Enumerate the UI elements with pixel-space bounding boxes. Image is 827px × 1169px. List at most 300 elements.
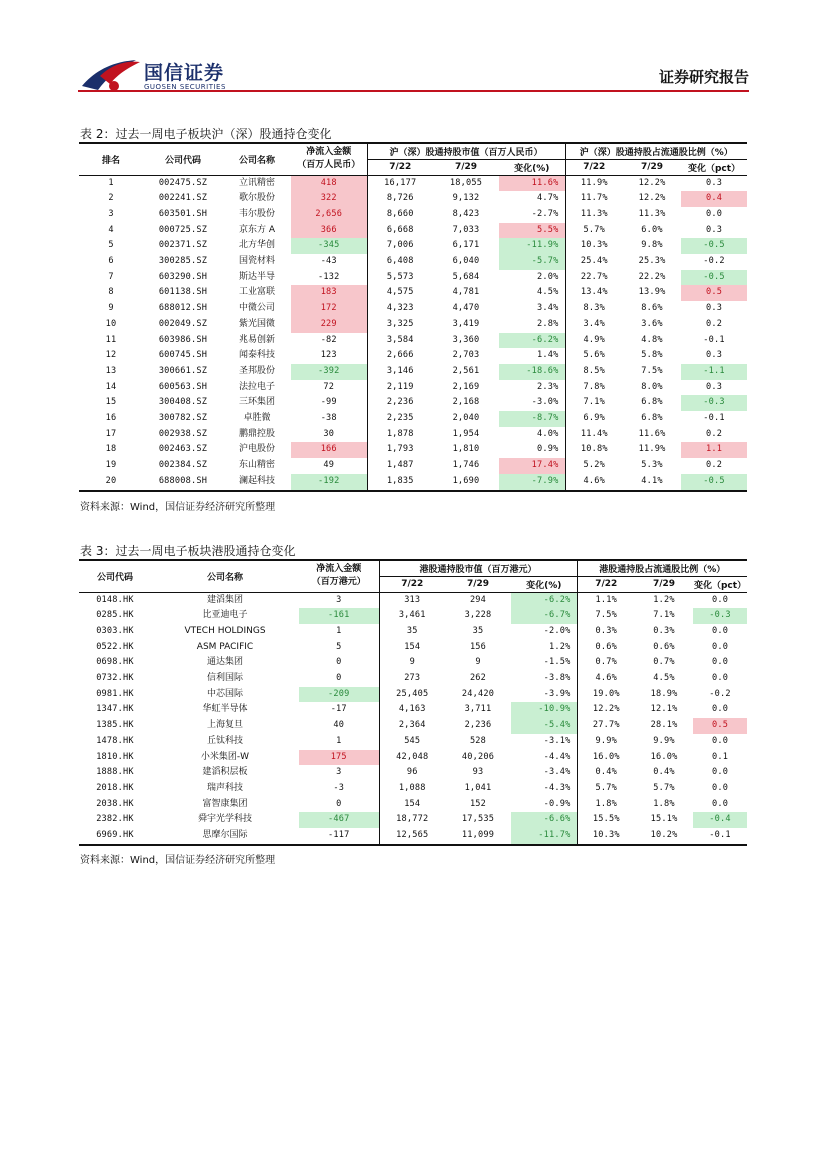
value-change-cell: 3.4% (537, 303, 559, 314)
rank-cell: 4 (108, 224, 114, 235)
netflow-cell: 123 (320, 350, 337, 361)
value-change-cell: 4.7% (537, 193, 559, 204)
code-cell: 300285.SZ (158, 256, 208, 267)
rank-cell: 15 (105, 397, 117, 408)
name-cell: 鹏鼎控股 (238, 428, 275, 439)
ratio-change-cell: -0.5 (681, 270, 747, 286)
netflow-cell: -192 (291, 474, 367, 491)
ratio-d1-cell: 4.6% (565, 474, 623, 491)
ratio-change-cell: -0.1 (703, 413, 725, 424)
value-d2-cell: 1,954 (452, 428, 480, 439)
code-cell: 688012.SH (158, 303, 208, 314)
ratio-change-cell: 0.0 (711, 594, 729, 605)
netflow-cell: 0 (336, 798, 342, 809)
code-cell: 1385.HK (96, 720, 134, 731)
code-cell: 0522.HK (96, 641, 134, 652)
name-cell: 闻泰科技 (238, 350, 275, 361)
value-d1-cell: 1,487 (367, 458, 433, 474)
ratio-d2-cell: 4.8% (641, 334, 663, 345)
value-d2-cell: 5,684 (452, 271, 480, 282)
name-cell: 紫光国微 (238, 318, 275, 329)
table-row (79, 333, 747, 349)
value-d2-cell: 2,169 (452, 381, 480, 392)
code-cell: 002938.SZ (158, 428, 208, 439)
code-cell: 1810.HK (96, 751, 134, 762)
ratio-change-cell: 0.0 (711, 704, 729, 715)
netflow-cell: 72 (323, 381, 335, 392)
t2-header-r-d2: 7/29 (640, 162, 664, 172)
name-cell: 建滔积层板 (202, 767, 248, 778)
value-d2-cell: 528 (469, 735, 487, 746)
t2-header-name: 公司名称 (223, 143, 291, 175)
table3-title: 表 3：过去一周电子板块港股通持仓变化 (80, 544, 296, 558)
value-d1-cell: 42,048 (379, 750, 445, 766)
value-d1-cell: 96 (379, 765, 445, 781)
netflow-cell: -99 (320, 397, 337, 408)
ratio-change-cell: -1.1 (681, 364, 747, 380)
name-cell: 瑞声科技 (206, 782, 243, 793)
netflow-cell: -209 (299, 687, 379, 703)
code-cell: 1478.HK (96, 735, 134, 746)
ratio-change-cell: -0.3 (693, 608, 747, 624)
code-cell: 1888.HK (96, 767, 134, 778)
value-change-cell: 2.0% (537, 271, 559, 282)
value-d2-cell: 6,171 (452, 240, 480, 251)
table-row (79, 750, 747, 766)
ratio-d1-cell: 11.4% (565, 427, 623, 443)
name-cell: 工业富联 (238, 287, 275, 298)
ratio-change-cell: 0.5 (693, 718, 747, 734)
table-row (79, 671, 747, 687)
name-cell: 三环集团 (238, 397, 275, 408)
value-d2-cell: 1,041 (464, 782, 492, 793)
table3 (79, 559, 747, 846)
netflow-cell: 322 (291, 191, 367, 207)
ratio-d2-cell: 12.2% (638, 193, 666, 204)
ratio-d2-cell: 8.6% (641, 303, 663, 314)
name-cell: 丘钛科技 (206, 735, 243, 746)
ratio-d2-cell: 18.9% (650, 688, 678, 699)
ratio-d1-cell: 5.2% (565, 458, 623, 474)
table-row (79, 270, 747, 286)
ratio-change-cell: 0.2 (705, 318, 723, 329)
code-cell: 601138.SH (158, 287, 208, 298)
value-d1-cell: 7,006 (367, 238, 433, 254)
ratio-change-cell: -0.2 (709, 688, 731, 699)
table-row (79, 175, 747, 191)
ratio-d1-cell: 25.4% (565, 254, 623, 270)
code-cell: 6969.HK (96, 830, 134, 841)
ratio-change-cell: 0.0 (711, 641, 729, 652)
header-divider (78, 90, 749, 92)
netflow-cell: 49 (323, 460, 335, 471)
ratio-d2-cell: 12.2% (638, 177, 666, 188)
ratio-d2-cell: 16.0% (650, 751, 678, 762)
t2-header-netflow-line1: 净流入金额 (306, 147, 352, 158)
ratio-change-cell: -0.1 (703, 334, 725, 345)
netflow-cell: -132 (318, 271, 340, 282)
ratio-d1-cell: 9.9% (577, 734, 635, 750)
value-change-cell: -6.2% (511, 592, 577, 608)
ratio-change-cell: -0.3 (681, 395, 747, 411)
value-change-cell: -3.0% (531, 397, 559, 408)
value-change-cell: 17.4% (499, 458, 565, 474)
code-cell: 002463.SZ (158, 444, 208, 455)
table-row (79, 191, 747, 207)
rank-cell: 6 (108, 256, 114, 267)
value-d1-cell: 5,573 (367, 270, 433, 286)
t2-header-group-ratio: 沪（深）股通持股占流通股比例（%） (565, 143, 747, 159)
t3-header-group-ratio: 港股通持股占流通股比例（%） (577, 560, 747, 576)
value-d1-cell: 25,405 (379, 687, 445, 703)
ratio-d1-cell: 27.7% (577, 718, 635, 734)
value-d1-cell: 9 (379, 655, 445, 671)
t3-header-name: 公司名称 (151, 560, 299, 592)
ratio-d2-cell: 15.1% (650, 814, 678, 825)
value-d2-cell: 3,419 (452, 318, 480, 329)
name-cell: 思摩尔国际 (202, 830, 248, 841)
value-d1-cell: 1,835 (367, 474, 433, 491)
t2-header-v-d1: 7/22 (367, 159, 433, 175)
ratio-change-cell: 0.4 (681, 191, 747, 207)
table-row (79, 812, 747, 828)
ratio-change-cell: 0.0 (711, 657, 729, 668)
table-row (79, 828, 747, 845)
value-d1-cell: 16,177 (367, 175, 433, 191)
table2 (79, 142, 747, 492)
rank-cell: 20 (105, 475, 117, 486)
ratio-d2-cell: 11.3% (638, 208, 666, 219)
table-row (79, 458, 747, 474)
value-change-cell: -8.7% (499, 411, 565, 427)
value-d1-cell: 154 (379, 640, 445, 656)
ratio-d2-cell: 0.6% (653, 641, 675, 652)
netflow-cell: 366 (291, 223, 367, 239)
t3-header-r-d2: 7/29 (652, 579, 676, 589)
ratio-change-cell: 0.3 (705, 350, 723, 361)
rank-cell: 11 (105, 334, 117, 345)
value-d2-cell: 9 (475, 657, 481, 668)
table-row (79, 348, 747, 364)
code-cell: 300661.SZ (158, 365, 208, 376)
netflow-cell: 5 (336, 641, 342, 652)
netflow-cell: 418 (291, 175, 367, 191)
value-d2-cell: 6,040 (452, 256, 480, 267)
netflow-cell: 30 (323, 428, 335, 439)
code-cell: 002049.SZ (158, 318, 208, 329)
value-change-cell: -6.6% (511, 812, 577, 828)
ratio-d2-cell: 6.0% (641, 224, 663, 235)
value-d2-cell: 18,055 (449, 177, 483, 188)
ratio-d1-cell: 4.9% (565, 333, 623, 349)
t3-header-group-value: 港股通持股市值（百万港元） (379, 560, 577, 576)
value-change-cell: -5.7% (499, 254, 565, 270)
rank-cell: 12 (105, 350, 117, 361)
value-d2-cell: 3,360 (452, 334, 480, 345)
ratio-d2-cell: 0.3% (653, 625, 675, 636)
value-d2-cell: 2,040 (452, 413, 480, 424)
value-change-cell: -3.9% (543, 688, 571, 699)
value-d1-cell: 35 (379, 624, 445, 640)
name-cell: 富智康集团 (202, 798, 248, 809)
name-cell: 澜起科技 (238, 475, 275, 486)
code-cell: 603986.SH (158, 334, 208, 345)
ratio-change-cell: 0.2 (705, 428, 723, 439)
ratio-d1-cell: 16.0% (577, 750, 635, 766)
code-cell: 2382.HK (96, 814, 134, 825)
ratio-d1-cell: 19.0% (577, 687, 635, 703)
ratio-d1-cell: 7.1% (565, 395, 623, 411)
ratio-d2-cell: 5.8% (641, 350, 663, 361)
value-d2-cell: 156 (469, 641, 487, 652)
t3-header-netflow-line2: （百万港元） (311, 577, 366, 588)
rank-cell: 16 (105, 413, 117, 424)
value-d1-cell: 2,364 (379, 718, 445, 734)
ratio-d1-cell: 8.5% (565, 364, 623, 380)
value-change-cell: -4.3% (543, 782, 571, 793)
ratio-d2-cell: 12.1% (650, 704, 678, 715)
value-d2-cell: 1,746 (452, 460, 480, 471)
value-change-cell: -11.9% (499, 238, 565, 254)
netflow-cell: 0 (336, 673, 342, 684)
value-d2-cell: 40,206 (461, 751, 495, 762)
name-cell: 东山精密 (238, 460, 275, 471)
ratio-change-cell: -0.1 (709, 830, 731, 841)
value-d1-cell: 6,408 (367, 254, 433, 270)
table-row (79, 285, 747, 301)
rank-cell: 2 (108, 193, 114, 204)
code-cell: 2018.HK (96, 782, 134, 793)
value-d1-cell: 2,666 (367, 348, 433, 364)
ratio-d2-cell: 22.2% (638, 271, 666, 282)
ratio-d1-cell: 3.4% (565, 317, 623, 333)
table-row (79, 207, 747, 223)
rank-cell: 9 (108, 303, 114, 314)
t3-header-v-d1: 7/22 (379, 576, 445, 592)
netflow-cell: 175 (299, 750, 379, 766)
value-change-cell: 11.6% (499, 175, 565, 191)
ratio-change-cell: 0.3 (705, 177, 723, 188)
table2-source: 资料来源：Wind，国信证券经济研究所整理 (80, 502, 276, 513)
name-cell: 上海复旦 (206, 720, 243, 731)
table2-title: 表 2：过去一周电子板块沪（深）股通持仓变化 (80, 127, 332, 141)
value-change-cell: -10.9% (511, 702, 577, 718)
ratio-d1-cell: 13.4% (565, 285, 623, 301)
table-row (79, 781, 747, 797)
name-cell: 信利国际 (206, 673, 243, 684)
value-d1-cell: 273 (379, 671, 445, 687)
rank-cell: 13 (105, 365, 117, 376)
netflow-cell: -82 (320, 334, 337, 345)
ratio-change-cell: 0.3 (705, 381, 723, 392)
table-row (79, 702, 747, 718)
code-cell: 002475.SZ (158, 177, 208, 188)
value-change-cell: -18.6% (499, 364, 565, 380)
value-change-cell: -3.4% (543, 767, 571, 778)
ratio-change-cell: 1.1 (681, 442, 747, 458)
code-cell: 688008.SH (158, 475, 208, 486)
table-row (79, 427, 747, 443)
value-change-cell: -2.0% (543, 625, 571, 636)
table-row (79, 380, 747, 396)
value-d1-cell: 6,668 (367, 223, 433, 239)
ratio-d1-cell: 10.8% (565, 442, 623, 458)
table-row (79, 592, 747, 608)
ratio-d2-cell: 13.9% (638, 287, 666, 298)
netflow-cell: -43 (320, 256, 337, 267)
ratio-change-cell: -0.5 (681, 238, 747, 254)
ratio-d1-cell: 1.8% (577, 797, 635, 813)
table-row (79, 364, 747, 380)
table-row (79, 655, 747, 671)
name-cell: 比亚迪电子 (202, 610, 248, 621)
name-cell: ASM PACIFIC (196, 641, 254, 652)
netflow-cell: 1 (336, 625, 342, 636)
ratio-d2-cell: 9.9% (653, 735, 675, 746)
table-row (79, 718, 747, 734)
value-change-cell: -11.7% (511, 828, 577, 845)
netflow-cell: 0 (336, 657, 342, 668)
table-row (79, 765, 747, 781)
value-d2-cell: 17,535 (461, 814, 495, 825)
value-d1-cell: 2,236 (367, 395, 433, 411)
ratio-d2-cell: 7.5% (641, 365, 663, 376)
value-d2-cell: 3,228 (464, 610, 492, 621)
ratio-change-cell: 0.0 (711, 673, 729, 684)
ratio-d2-cell: 8.0% (641, 381, 663, 392)
value-d2-cell: 262 (469, 673, 487, 684)
value-change-cell: -1.5% (543, 657, 571, 668)
rank-cell: 8 (108, 287, 114, 298)
ratio-change-cell: 0.3 (705, 224, 723, 235)
netflow-cell: -161 (299, 608, 379, 624)
ratio-d1-cell: 22.7% (565, 270, 623, 286)
name-cell: 京东方 A (238, 224, 276, 235)
value-d2-cell: 9,132 (452, 193, 480, 204)
value-change-cell: -4.4% (543, 751, 571, 762)
rank-cell: 3 (108, 208, 114, 219)
netflow-cell: 1 (336, 735, 342, 746)
value-d2-cell: 3,711 (464, 704, 492, 715)
name-cell: 通达集团 (206, 657, 243, 668)
ratio-d1-cell: 5.7% (577, 781, 635, 797)
code-cell: 0981.HK (96, 688, 134, 699)
ratio-change-cell: 0.2 (705, 460, 723, 471)
ratio-change-cell: 0.0 (711, 735, 729, 746)
name-cell: 斯达半导 (238, 271, 275, 282)
ratio-d1-cell: 7.5% (577, 608, 635, 624)
name-cell: 圣邦股份 (238, 365, 275, 376)
ratio-d2-cell: 4.1% (641, 475, 663, 486)
value-d2-cell: 8,423 (452, 208, 480, 219)
t2-header-code: 公司代码 (143, 143, 223, 175)
logo-text-en: GUOSEN SECURITIES (144, 83, 226, 91)
ratio-d2-cell: 5.7% (653, 782, 675, 793)
value-d1-cell: 1,088 (379, 781, 445, 797)
name-cell: 华虹半导体 (202, 704, 248, 715)
table-row (79, 395, 747, 411)
rank-cell: 7 (108, 271, 114, 282)
code-cell: 002384.SZ (158, 460, 208, 471)
table-row (79, 301, 747, 317)
value-d1-cell: 12,565 (379, 828, 445, 845)
value-change-cell: 1.4% (537, 350, 559, 361)
t3-header-chg: 变化(%) (526, 580, 562, 591)
value-d1-cell: 18,772 (379, 812, 445, 828)
ratio-d1-cell: 10.3% (577, 828, 635, 845)
ratio-d2-cell: 1.2% (653, 594, 675, 605)
code-cell: 600563.SH (158, 381, 208, 392)
value-d1-cell: 3,461 (379, 608, 445, 624)
rank-cell: 1 (108, 177, 114, 188)
t3-header-netflow (299, 560, 379, 592)
name-cell: VTECH HOLDINGS (184, 625, 266, 636)
value-d1-cell: 1,878 (367, 427, 433, 443)
netflow-cell: 229 (291, 317, 367, 333)
value-d2-cell: 24,420 (461, 688, 495, 699)
ratio-d2-cell: 5.3% (641, 460, 663, 471)
name-cell: 兆易创新 (238, 334, 275, 345)
name-cell: 沪电股份 (238, 444, 275, 455)
ratio-d1-cell: 0.7% (577, 655, 635, 671)
value-change-cell: 2.3% (537, 381, 559, 392)
netflow-cell: 2,656 (291, 207, 367, 223)
ratio-d1-cell: 5.7% (565, 223, 623, 239)
table-row (79, 624, 747, 640)
ratio-change-cell: -0.5 (681, 474, 747, 491)
name-cell: 北方华创 (238, 240, 275, 251)
code-cell: 000725.SZ (158, 224, 208, 235)
value-change-cell: 5.5% (499, 223, 565, 239)
table-row (79, 223, 747, 239)
ratio-d1-cell: 0.6% (577, 640, 635, 656)
value-d1-cell: 545 (379, 734, 445, 750)
ratio-d2-cell: 3.6% (641, 318, 663, 329)
value-d1-cell: 1,793 (367, 442, 433, 458)
name-cell: 国瓷材料 (238, 256, 275, 267)
netflow-cell: -345 (291, 238, 367, 254)
t3-header-netflow-line1: 净流入金额 (316, 564, 362, 575)
code-cell: 2038.HK (96, 798, 134, 809)
t2-header-v-d2: 7/29 (454, 162, 478, 172)
ratio-d1-cell: 4.6% (577, 671, 635, 687)
value-d1-cell: 2,119 (367, 380, 433, 396)
code-cell: 002241.SZ (158, 193, 208, 204)
value-change-cell: -6.2% (499, 333, 565, 349)
value-change-cell: -0.9% (543, 798, 571, 809)
ratio-d1-cell: 0.4% (577, 765, 635, 781)
value-d1-cell: 3,146 (367, 364, 433, 380)
code-cell: 0303.HK (96, 625, 134, 636)
value-d2-cell: 35 (472, 625, 484, 636)
t2-header-r-d1: 7/22 (565, 159, 623, 175)
ratio-d1-cell: 8.3% (565, 301, 623, 317)
code-cell: 002371.SZ (158, 240, 208, 251)
t2-header-group-value: 沪（深）股通持股市值（百万人民币） (367, 143, 565, 159)
value-d1-cell: 8,726 (367, 191, 433, 207)
code-cell: 1347.HK (96, 704, 134, 715)
t3-header-r-d1: 7/22 (577, 576, 635, 592)
table-row (79, 608, 747, 624)
value-d2-cell: 11,099 (461, 830, 495, 841)
ratio-d1-cell: 10.3% (565, 238, 623, 254)
ratio-d2-cell: 9.8% (641, 240, 663, 251)
netflow-cell: 172 (291, 301, 367, 317)
ratio-d2-cell: 7.1% (653, 610, 675, 621)
ratio-d2-cell: 11.6% (638, 428, 666, 439)
value-change-cell: -6.7% (511, 608, 577, 624)
t3-header-pct: 变化（pct） (693, 580, 747, 591)
